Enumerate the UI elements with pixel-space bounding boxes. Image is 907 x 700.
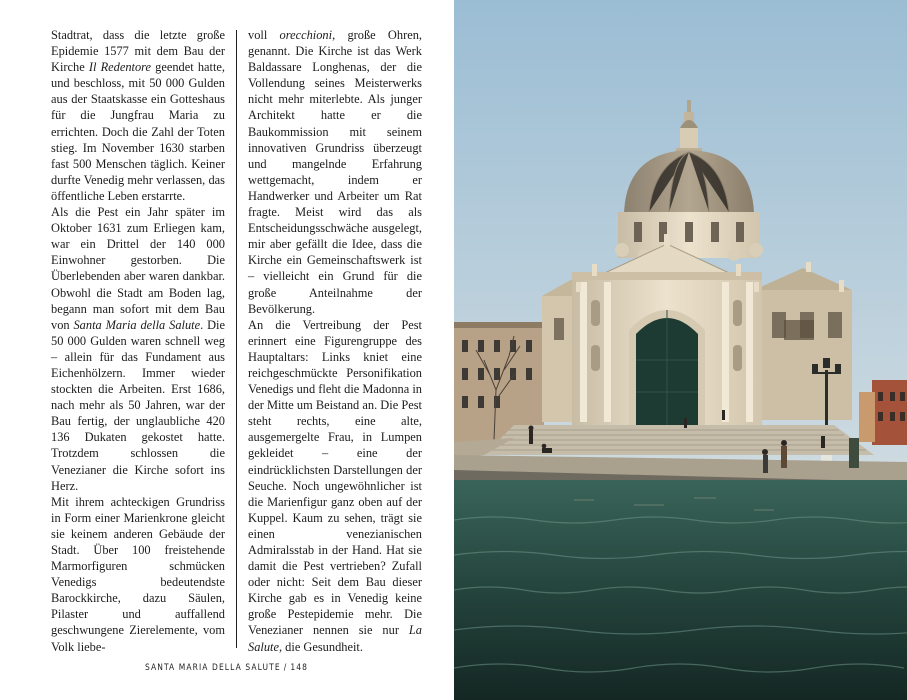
text-column-right bbox=[248, 27, 422, 655]
paragraph: Stadtrat, dass die letzte große Epidemie 1577 mit dem Bau der Kirche Il Redentore geendet hatte, und beschloss, mit 50 000 Gulden aus der Staatskasse ein Gotteshaus für die Jungfrau Maria zu errichten. Doch die Zahl der Toten stieg. Im November 1630 starben fast 500 Menschen täglich. Keiner durfte Venedig mehr verlassen, das öffentliche Leben erstarrte. bbox=[51, 28, 226, 203]
photo-illustration bbox=[454, 0, 907, 700]
paragraph: Mit ihrem achteckigen Grundriss in Form einer Marienkrone gleicht sie keinem anderen Gebäude der Stadt. Über 100 freistehende Marmorfiguren schmücken Venedigs bedeutendste Barockkirche, dazu Säulen, Pilaster und auffallend geschwungene Zierelemente, vom Volk liebe- bbox=[51, 494, 225, 654]
footer-section-title: SANTA MARIA DELLA SALUTE bbox=[144, 662, 281, 672]
text-page bbox=[0, 0, 453, 700]
running-footer bbox=[0, 662, 453, 672]
page-number: 148 bbox=[290, 662, 309, 672]
church-photo bbox=[454, 0, 907, 700]
paragraph: An die Vertreibung der Pest erinnert eine Figurengruppe des Hauptaltars: Links kniet eine reichgeschmückte Personifikation Venedigs und fleht die Madonna in der Mitte um Beistand an. Die Pest steht rechts, eine alte, ausgemergelte Frau, in Lumpen gekleidet – eine der eindrücklichsten Darstellungen der Seuche. Noch ungewöhnlicher ist die Marienfigur ganz oben auf der Kuppel. Kaum zu sehen, trägt sie einen venezianischen Admiralsstab in der Hand. Hat sie damit die Pest vertrieben? Zufall oder nicht: Seit dem Bau dieser Kirche gab es in Venedig keine große Pestepidemie mehr. Die Venezianer nennen sie nur La Salute, die Gesundheit. bbox=[248, 317, 422, 654]
footer-separator: / bbox=[283, 662, 288, 672]
paragraph: Als die Pest ein Jahr später im Oktober 1631 zum Erliegen kam, war ein Drittel der 140 000 Einwohner gestorben. Die Überlebenden aber waren dankbar. Obwohl die Stadt am Boden lag, begann man sofort mit dem Bau von Santa Maria della Salute. Die 50 000 Gulden waren schnell weg – allein für das Fundament aus Eichenhölzern. Immer wieder stockten die Arbeiten. Erst 1686, nach mehr als 50 Jahren, war der Bau fertig, der unglaubliche 420 136 Dukaten gekostet hatte. Trotzdem schlossen die Venezianer die Kirche sofort ins Herz. bbox=[51, 205, 225, 493]
text-column-left bbox=[51, 27, 225, 655]
paragraph: voll orecchioni, große Ohren, genannt. Die Kirche ist das Werk Baldassare Longhenas, der die Vollendung seines Meisterwerks nicht mehr miterlebte. Als junger Architekt hatte er die Baukommission mit seinem innovativen Grundriss überzeugt und mangelnde Erfahrung wettgemacht, indem er Handwerker und Arbeiter um Rat fragte. Meist wird das als Entscheidungsschwäche ausgelegt, mir aber gefällt die Idee, dass die Kirche ein Gemeinschaftswerk ist – vielleicht ein Grund für die große Anteilnahme der Bevölkerung. bbox=[248, 28, 422, 316]
buildings-left bbox=[454, 322, 544, 442]
column-divider bbox=[236, 30, 237, 648]
